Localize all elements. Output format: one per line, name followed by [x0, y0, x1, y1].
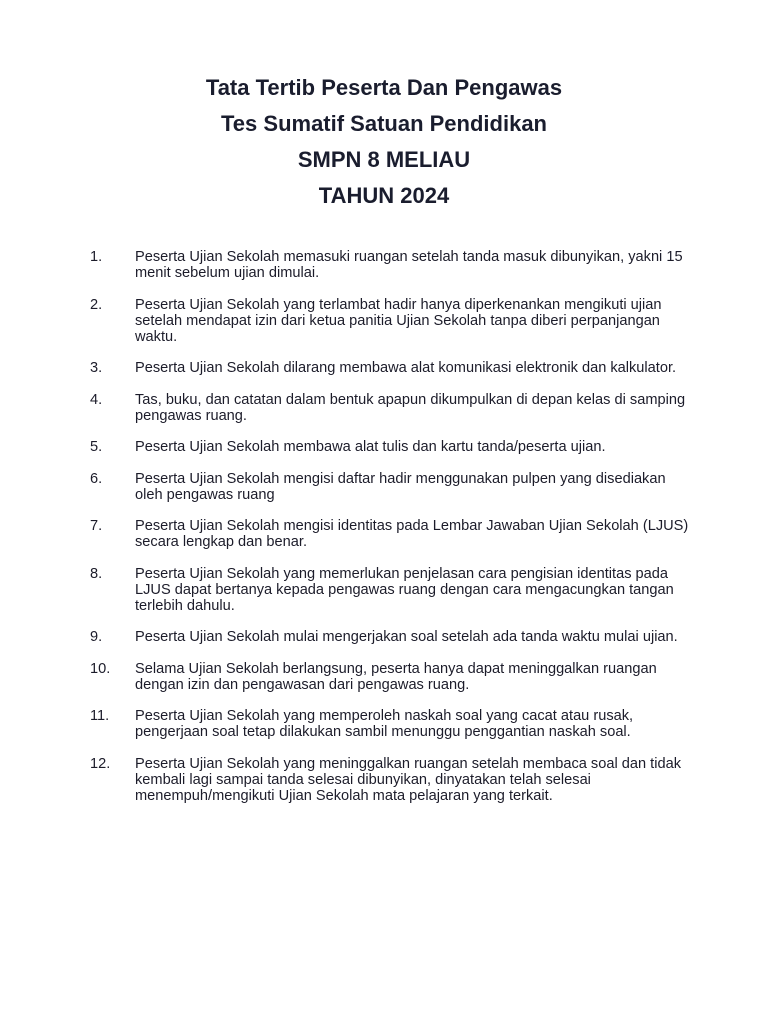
title-line-4: TAHUN 2024 — [318, 183, 450, 208]
list-item — [90, 518, 690, 550]
rule-text: Tas, buku, dan catatan dalam bentuk apapun dikumpulkan di depan kelas di samping pengawas ruang. — [135, 391, 686, 424]
list-item — [90, 566, 690, 614]
rule-text: Peserta Ujian Sekolah membawa alat tulis dan kartu tanda/peserta ujian. — [135, 439, 606, 455]
list-item — [90, 629, 690, 645]
rules-list — [90, 249, 690, 819]
rule-text: Peserta Ujian Sekolah mulai mengerjakan soal setelah ada tanda waktu mulai ujian. — [135, 629, 678, 645]
rule-number: 10. — [90, 660, 111, 677]
rule-text: Peserta Ujian Sekolah yang memperoleh naskah soal yang cacat atau rusak, pengerjaan soal tetap dilakukan sambil menunggu penggantian naskah soal. — [135, 708, 634, 740]
rule-number: 6. — [90, 470, 103, 487]
title-line-2: Tes Sumatif Satuan Pendidikan — [221, 111, 547, 136]
document-title — [0, 70, 768, 214]
rule-number: 11. — [90, 708, 110, 724]
title-line-3: SMPN 8 MELIAU — [297, 147, 471, 172]
rule-text: Selama Ujian Sekolah berlangsung, peserta hanya dapat meninggalkan ruangan dengan izin dan pengawasan dari pengawas ruang. — [135, 660, 657, 693]
rule-number: 9. — [90, 629, 103, 645]
rule-text: Peserta Ujian Sekolah yang meninggalkan ruangan setelah membaca soal dan tidak kembali lagi sampai tanda selesai dibunyikan, dinyatakan telah selesai menempuh/mengikuti Ujian Sekolah mata pelajaran yang terkait. — [135, 755, 681, 804]
list-item — [90, 360, 690, 376]
rule-text: Peserta Ujian Sekolah yang terlambat hadir hanya diperkenankan mengikuti ujian setelah mendapat izin dari ketua panitia Ujian Sekolah tanpa diberi perpanjangan waktu. — [135, 296, 662, 345]
list-item — [90, 708, 690, 740]
list-item — [90, 392, 690, 424]
rule-number: 4. — [90, 391, 103, 408]
rule-number: 1. — [90, 249, 103, 265]
list-item — [90, 471, 690, 503]
rule-number: 12. — [90, 755, 111, 772]
list-item — [90, 439, 690, 455]
rule-number: 8. — [90, 565, 103, 582]
list-item — [90, 661, 690, 693]
rule-text: Peserta Ujian Sekolah yang memerlukan penjelasan cara pengisian identitas pada LJUS dapat bertanya kepada pengawas ruang dengan cara mengacungkan tangan terlebih dahulu. — [135, 565, 674, 614]
rule-text: Peserta Ujian Sekolah memasuki ruangan setelah tanda masuk dibunyikan, yakni 15 menit sebelum ujian dimulai. — [135, 249, 683, 281]
rule-text: Peserta Ujian Sekolah mengisi daftar hadir menggunakan pulpen yang disediakan oleh pengawas ruang — [135, 470, 666, 503]
rule-text: Peserta Ujian Sekolah mengisi identitas pada Lembar Jawaban Ujian Sekolah (LJUS) secara lengkap dan benar. — [135, 518, 689, 550]
title-line-1: Tata Tertib Peserta Dan Pengawas — [205, 75, 563, 100]
rule-number: 3. — [90, 360, 103, 376]
list-item — [90, 297, 690, 345]
rule-number: 5. — [90, 439, 103, 455]
rule-number: 7. — [90, 518, 103, 534]
list-item — [90, 249, 690, 281]
rule-number: 2. — [90, 296, 103, 313]
list-item — [90, 756, 690, 804]
rule-text: Peserta Ujian Sekolah dilarang membawa alat komunikasi elektronik dan kalkulator. — [135, 360, 677, 376]
